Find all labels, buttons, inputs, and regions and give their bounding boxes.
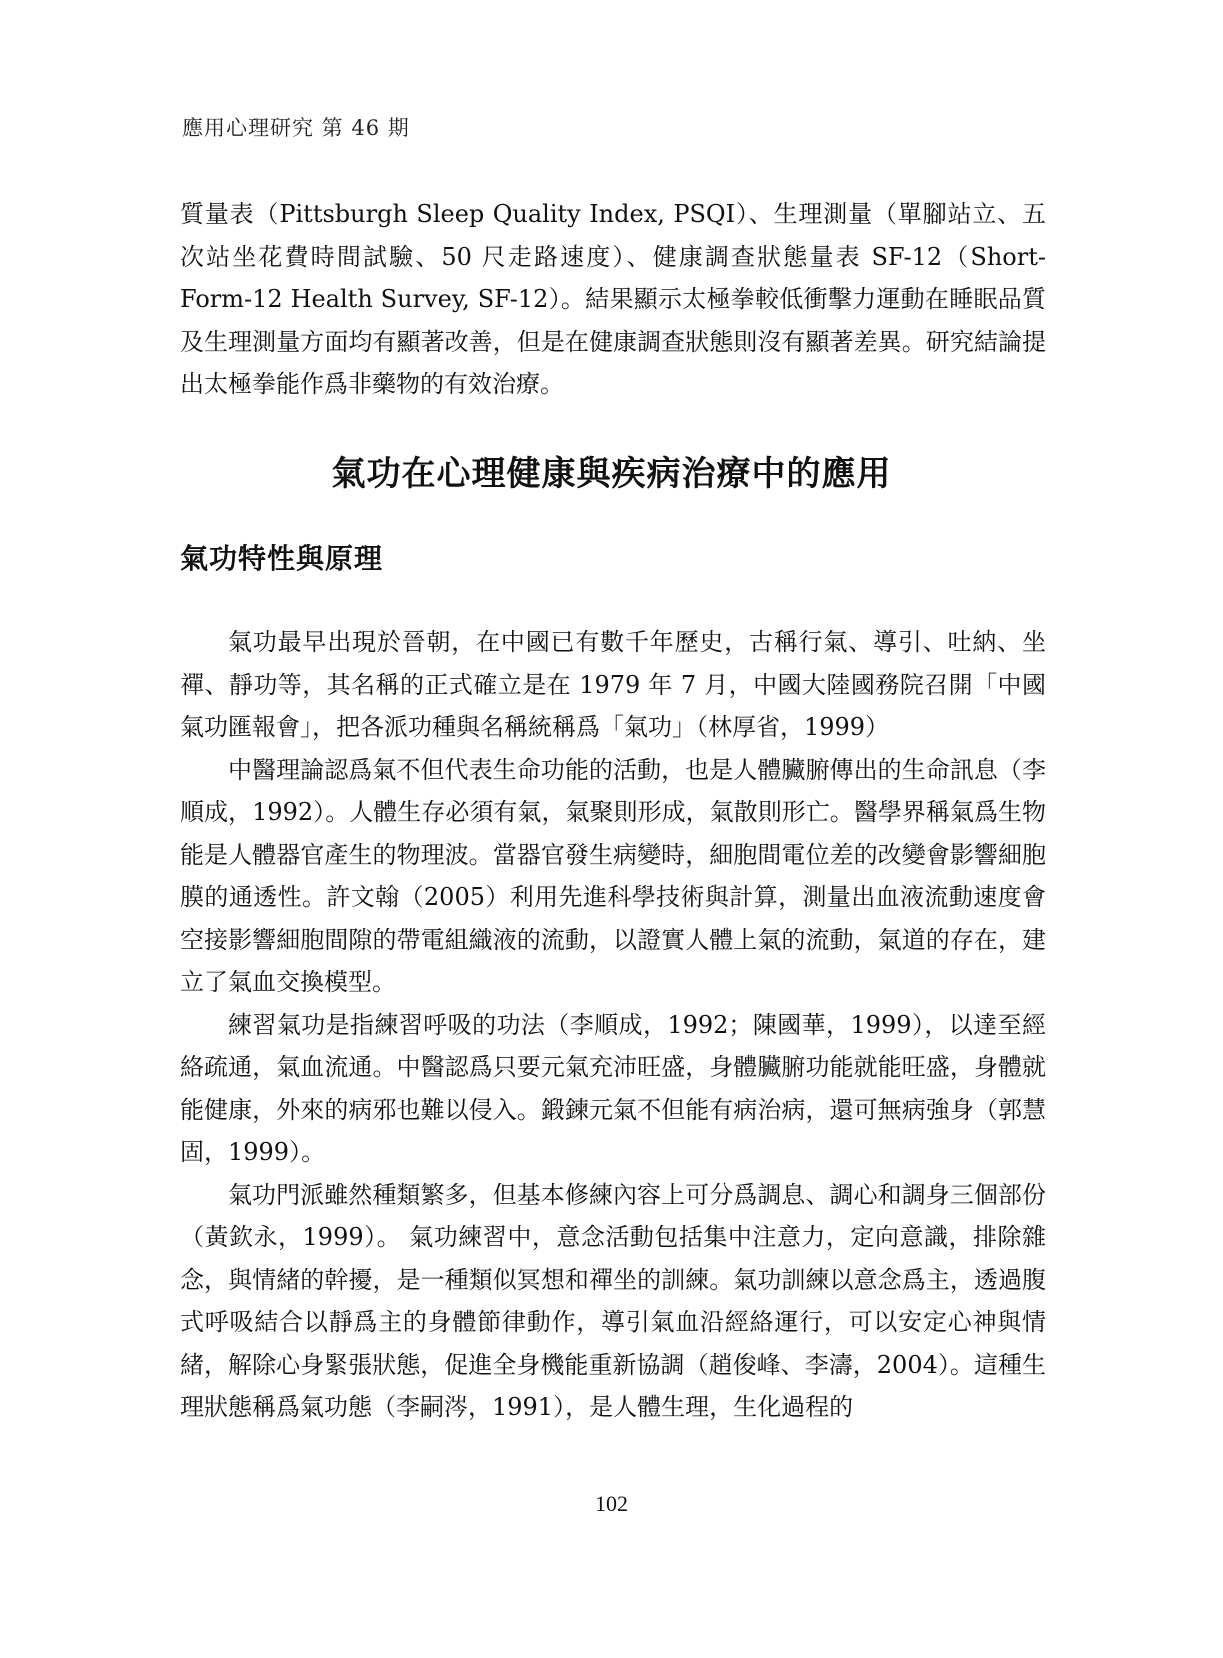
intro-paragraph: 質量表（Pittsburgh Sleep Quality Index, PSQI）、生理測量（單腳站立、五次站坐花費時間試驗、50 尺走路速度）、健康調查狀態量表 SF-12（Short-Form-12 Health Survey, SF-12）。結果顯示太極拳較低衝擊力運動在睡眠品質及生理測量方面均有顯著改善，但是在健康調查狀態則沒有顯著差異。研究結論提出太極拳能作爲非藥物的有效治療。 [180,200,1046,398]
section-body [180,621,1046,1429]
section-heading: 氣功特性與原理 [180,542,384,575]
body-paragraph: 中醫理論認爲氣不但代表生命功能的活動，也是人體臟腑傳出的生命訊息（李順成，1992）。人體生存必須有氣，氣聚則形成，氣散則形亡。醫學界稱氣爲生物能是人體器官產生的物理波。當器官發生病變時，細胞間電位差的改變會影響細胞膜的通透性。許文翰（2005）利用先進科學技術與計算，測量出血液流動速度會空接影響細胞間隙的帶電組織液的流動，以證實人體上氣的流動，氣道的存在，建立了氣血交換模型。 [180,755,1046,996]
running-header: 應用心理研究 第 46 期 [182,116,410,140]
page-number: 102 [595,1491,628,1516]
body-paragraph: 練習氣功是指練習呼吸的功法（李順成，1992；陳國華，1999），以達至經絡疏通，氣血流通。中醫認爲只要元氣充沛旺盛，身體臟腑功能就能旺盛，身體就能健康，外來的病邪也難以侵入。鍛鍊元氣不但能有病治病，還可無病強身（郭慧固，1999）。 [180,1010,1046,1166]
main-title: 氣功在心理健康與疾病治療中的應用 [331,454,892,494]
body-paragraph: 氣功門派雖然種類繁多，但基本修練內容上可分爲調息、調心和調身三個部份（黃欽永，1999）。 氣功練習中，意念活動包括集中注意力，定向意識，排除雜念，與情緒的幹擾，是一種類似冥想和禪坐的訓練。氣功訓練以意念爲主，透過腹式呼吸結合以靜爲主的身體節律動作，導引氣血沿經絡運行，可以安定心神與情緒，解除心身緊張狀態，促進全身機能重新協調（趙俊峰、李濤，2004）。這種生理狀態稱爲氣功態（李嗣涔，1991），是人體生理，生化過程的 [180,1180,1046,1421]
body-paragraph: 氣功最早出現於晉朝，在中國已有數千年歷史，古稱行氣、導引、吐納、坐禪、靜功等，其名稱的正式確立是在 1979 年 7 月，中國大陸國務院召開「中國氣功匯報會」，把各派功種與名稱統稱爲「氣功」（林厚省，1999） [180,628,1046,741]
